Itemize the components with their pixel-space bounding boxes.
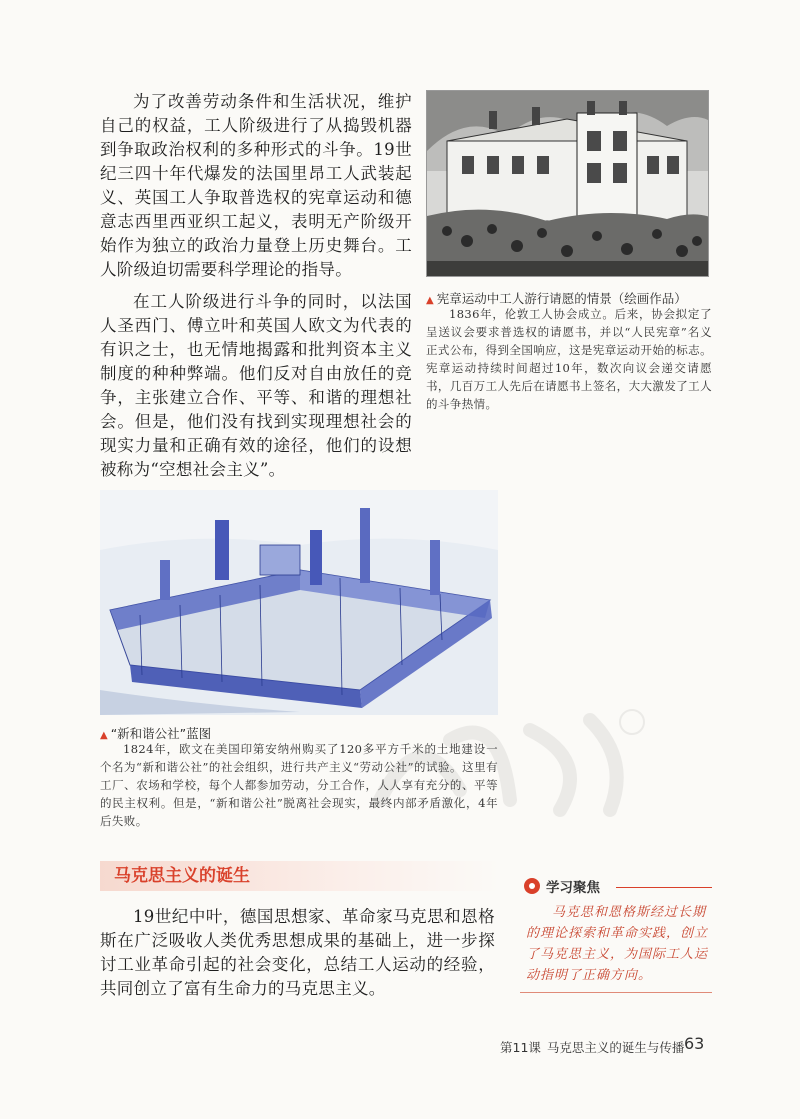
learning-focus-title: 学习聚焦 [546,880,600,896]
new-harmony-illustration [100,490,498,715]
learning-focus-text: 马克思和恩格斯经过长期的理论探索和革命实践，创立了马克思主义，为国际工人运动指明了正确方向。 [526,905,709,983]
focus-divider-bottom [520,992,712,993]
paragraph-3-text: 19世纪中叶，德国思想家、革命家马克思和恩格斯在广泛吸收人类优秀思想成果的基础上，进一步探讨工业革命引起的社会变化，总结工人运动的经验，共同创立了富有生命力的马克思主义。 [100,907,495,998]
caption-triangle-icon: ▲ [426,295,434,306]
figure-1-caption-text: 1836年，伦敦工人协会成立。后来，协会拟定了呈送议会要求普选权的请愿书，并以“人民宪章”名义正式公布，得到全国响应，这是宪章运动开始的标志。宪章运动持续时间超过10年，数次向议会递交请愿书，几百万工人先后在请愿书上签名，大大激发了工人的斗争热情。 [426,307,712,411]
focus-divider-top [616,887,712,888]
figure-1-title-text: 宪章运动中工人游行请愿的情景（绘画作品） [436,291,687,306]
focus-target-icon [524,878,540,894]
paragraph-1 [100,90,412,282]
learning-focus-box [520,876,712,996]
page-footer [500,1038,684,1056]
watermark-logo [360,700,660,830]
page-number: 63 [684,1034,705,1053]
paragraph-2-text: 在工人阶级进行斗争的同时，以法国人圣西门、傅立叶和英国人欧文为代表的有识之士，也无情地揭露和批判资本主义制度的种种弊端。他们反对自由放任的竞争，主张建立合作、平等、和谐的理想社会。但是，他们没有找到实现理想社会的现实力量和正确有效的途径，他们的设想被称为“空想社会主义”。 [100,292,412,479]
paragraph-2 [100,290,412,482]
figure-2-title-text: “新和谐公社”蓝图 [110,726,212,741]
chartist-petition-image [426,90,709,277]
section-heading: 马克思主义的诞生 [100,861,500,891]
footer-lesson-number: 第11课 [500,1040,541,1055]
paragraph-3 [100,905,495,1001]
new-harmony-blueprint-image [100,490,498,715]
chartist-engraving [427,91,709,277]
caption-triangle-icon: ▲ [100,730,108,741]
paragraph-1-text: 为了改善劳动条件和生活状况，维护自己的权益，工人阶级进行了从捣毁机器到争取政治权利的多种形式的斗争。19世纪三四十年代爆发的法国里昂工人武装起义、英国工人争取普选权的宪章运动和德意志西里西亚织工起义，表明无产阶级开始作为独立的政治力量登上历史舞台。工人阶级迫切需要科学理论的指导。 [100,92,412,279]
figure-2-caption-text: 1824年，欧文在美国印第安纳州购买了120多平方千米的土地建设一个名为“新和谐公社”的社会组织，进行共产主义“劳动公社”的试验。这里有工厂、农场和学校，每个人都参加劳动，分工合作，人人享有充分的、平等的民主权利。但是，“新和谐公社”脱离社会现实，最终内部矛盾激化，4年后失败。 [100,742,498,828]
footer-lesson-title: 马克思主义的诞生与传播 [546,1040,685,1055]
